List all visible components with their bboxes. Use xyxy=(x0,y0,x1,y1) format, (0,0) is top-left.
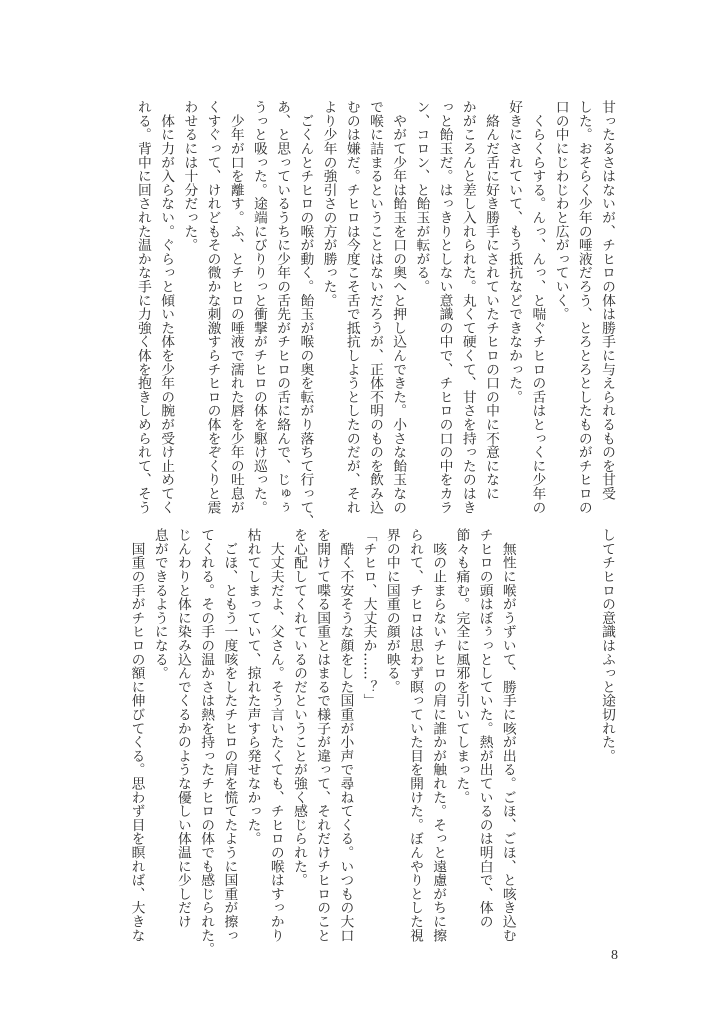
text-line: 界の中に国重の顔が映る。 xyxy=(383,528,400,694)
text-line: より少年の強引さの方が勝った。 xyxy=(320,100,337,307)
text-line: 酷く不安そうな顔をした国重が小声で尋ねてくる。いつもの大口 xyxy=(337,528,354,942)
text-line: っと飴玉だ。はっきりとしない意識の中で、チヒロの口の中をカラ xyxy=(436,100,453,514)
text-line: 国重の手がチヒロの額に伸びてくる。思わず目を瞑れば、大きな xyxy=(128,528,145,942)
text-line: 枯れてしまっていて、掠れた声すら発せなかった。 xyxy=(244,528,261,846)
text-line: した。おそらく少年の唾液だろう、とろとろとしたものがチヒロの xyxy=(575,100,592,514)
text-line: れる。背中に回された温かな手に力強く体を抱きしめられて、そう xyxy=(134,100,151,514)
text-line: ごくんとチヒロの喉が動く。飴玉が喉の奥を転がり落ちて行って、 xyxy=(297,100,314,528)
text-line: くらくらする。んっ、んっ、と喘ぐチヒロの舌はとっくに少年の xyxy=(529,100,546,514)
text-line: 少年が口を離す。ふ、とチヒロの唾液で濡れた唇を少年の吐息が xyxy=(227,100,244,514)
page-number: 8 xyxy=(611,948,618,963)
text-line: かがころんと差し入れられた。丸くて硬くて、甘さを持ったのはき xyxy=(459,100,476,514)
text-line: やがて少年は飴玉を口の奥へと押し込んできた。小さな飴玉なの xyxy=(390,100,407,514)
text-line: を開けて喋る国重とはまるで様子が違って、それだけチヒロのこと xyxy=(314,528,331,942)
text-line: 口の中にじわじわと広がっていく。 xyxy=(552,100,569,321)
text-line: じんわりと体に染み込んでくるかのような優しい体温に少しだけ xyxy=(174,528,191,929)
text-line: 絡んだ舌に好き勝手にされていたチヒロの口の中に不意になに xyxy=(482,100,499,501)
text-line: してチヒロの意識はふっと途切れた。 xyxy=(599,528,615,763)
text-line: うっと吸った。途端にびりりっと衝撃がチヒロの体を駆け巡った。 xyxy=(250,100,267,514)
text-line: わせるには十分だった。 xyxy=(181,100,198,252)
text-line: くすぐって、けれどもその微かな刺激すらチヒロの体をぞくりと震 xyxy=(204,100,221,514)
text-line: られて、チヒロは思わず瞑っていた目を開けた。ぼんやりとした視 xyxy=(406,528,423,942)
text-line: 甘ったるさはないが、チヒロの体は勝手に与えられるものを甘受 xyxy=(599,100,615,501)
text-line: むのは嫌だ。チヒロは今度こそ舌で抵抗しようとしたのだが、それ xyxy=(343,100,360,514)
text-line: ン、コロン、と飴玉が転がる。 xyxy=(413,100,430,294)
text-line: 大丈夫だよ、父さん。そう言いたくても、チヒロの喉はすっかり xyxy=(267,528,284,942)
text-line: 節々も痛む。完全に風邪を引いてしまった。 xyxy=(453,528,470,804)
text-line: チヒロの頭はぼぅっとしていた。熱が出ているのは明白で、体の xyxy=(476,528,493,929)
text-line: 咳の止まらないチヒロの肩に誰かが触れた。そっと遠慮がちに擦 xyxy=(430,528,447,942)
text-line: 無性に喉がうずいて、勝手に咳が出る。ごほ、ごほ、と咳き込む xyxy=(499,528,516,942)
text-line: ごほ、ともう一度咳をしたチヒロの肩を慌てたように国重が擦っ xyxy=(221,528,238,942)
text-line: あ、と思っているうちに少年の舌先がチヒロの舌に絡んで、じゅぅ xyxy=(274,100,291,514)
text-line: 体に力が入らない。ぐらっと傾いた体を少年の腕が受け止めてく xyxy=(158,100,175,514)
text-line: を心配してくれているのだということが強く感じられた。 xyxy=(290,528,307,887)
text-line: てくれる。その手の温かさは熱を持ったチヒロの体でも感じられた。 xyxy=(198,528,215,956)
text-line: 好きにされていて、もう抵抗などできなかった。 xyxy=(506,100,523,404)
text-block-bottom xyxy=(124,528,618,956)
text-line: で喉に詰まるということはないだろうが、正体不明のものを飲み込 xyxy=(366,100,383,514)
text-line: 息ができるようになる。 xyxy=(151,528,168,680)
text-block-top xyxy=(131,100,618,528)
text-line: 「チヒロ、大丈夫か……？」 xyxy=(360,528,377,708)
